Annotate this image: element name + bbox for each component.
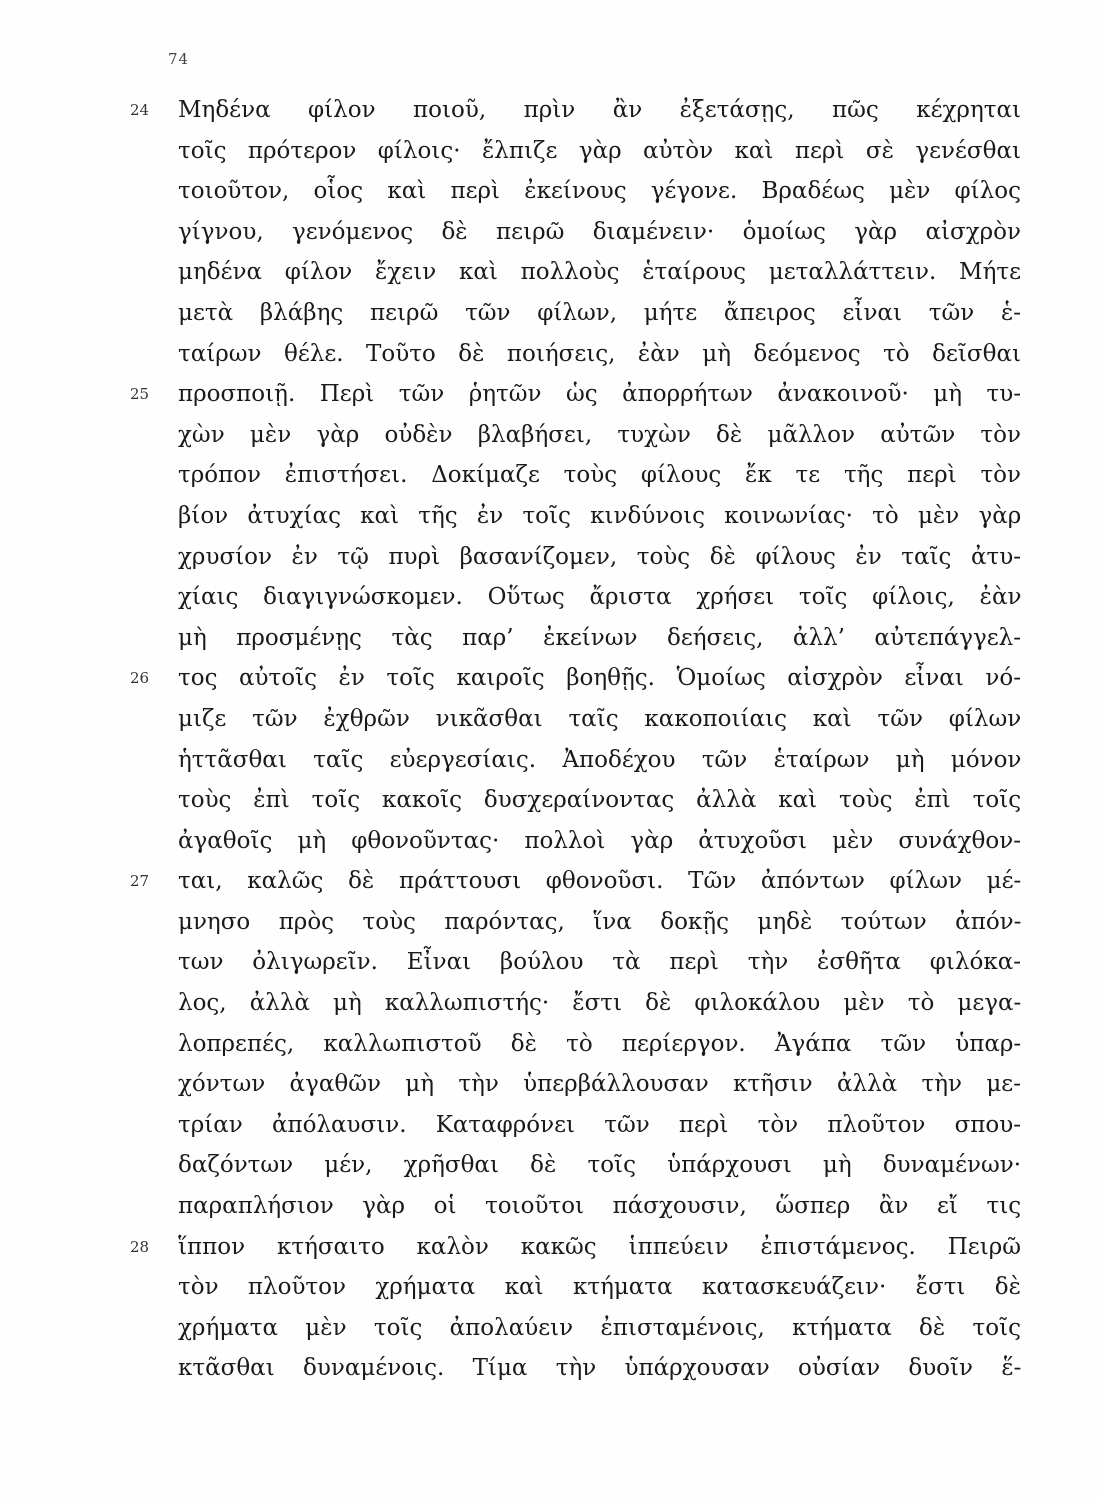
line-text: ἵππον κτήσαιτο καλὸν κακῶς ἱππεύειν ἐπιστάμενος. Πειρῶ xyxy=(178,1233,1021,1260)
line-text: παραπλήσιον γὰρ οἱ τοιοῦτοι πάσχουσιν, ὥσπερ ἂν εἴ τις xyxy=(178,1193,1021,1220)
line-text: χρήματα μὲν τοῖς ἀπολαύειν ἐπισταμένοις, κτήματα δὲ τοῖς xyxy=(178,1314,1021,1341)
line-text: λοπρεπές, καλλωπιστοῦ δὲ τὸ περίεργον. Ἀγάπα τῶν ὑπαρ- xyxy=(178,1030,1021,1057)
section-number: 27 xyxy=(130,872,150,891)
text-line xyxy=(0,902,1099,943)
text-line xyxy=(0,618,1099,659)
line-text: τοὺς ἐπὶ τοῖς κακοῖς δυσχεραίνοντας ἀλλὰ καὶ τοὺς ἐπὶ τοῖς xyxy=(178,787,1021,814)
text-line xyxy=(0,699,1099,740)
line-text: κτᾶσθαι δυναμένοις. Τίμα τὴν ὑπάρχουσαν οὐσίαν δυοῖν ἕ- xyxy=(178,1355,1021,1382)
text-line xyxy=(0,1024,1099,1065)
text-line xyxy=(0,1308,1099,1349)
section-number: 28 xyxy=(130,1237,150,1256)
line-text: Μηδένα φίλον ποιοῦ, πρὶν ἂν ἐξετάσῃς, πῶς κέχρηται xyxy=(178,97,1021,123)
page-number: 74 xyxy=(168,50,190,68)
line-text: ται, καλῶς δὲ πράττουσι φθονοῦσι. Τῶν ἀπόντων φίλων μέ- xyxy=(178,868,1021,895)
text-line xyxy=(0,374,1099,415)
text-line xyxy=(0,537,1099,578)
line-text: δαζόντων μέν, χρῆσθαι δὲ τοῖς ὑπάρχουσι μὴ δυναμένων· xyxy=(178,1152,1021,1179)
section-number: 24 xyxy=(130,101,150,119)
line-text: χὼν μὲν γὰρ οὐδὲν βλαβήσει, τυχὼν δὲ μᾶλλον αὐτῶν τὸν xyxy=(178,421,1021,448)
text-line xyxy=(0,821,1099,862)
text-line xyxy=(0,131,1099,172)
line-text: χόντων ἀγαθῶν μὴ τὴν ὑπερβάλλουσαν κτῆσιν ἀλλὰ τὴν με- xyxy=(178,1071,1021,1098)
text-line xyxy=(0,1105,1099,1146)
line-text: μὴ προσμένῃς τὰς παρ’ ἐκείνων δεήσεις, ἀλλ’ αὐτεπάγγελ- xyxy=(178,624,1021,651)
line-text: τρόπον ἐπιστήσει. Δοκίμαζε τοὺς φίλους ἔκ τε τῆς περὶ τὸν xyxy=(178,462,1021,489)
line-text: ταίρων θέλε. Τοῦτο δὲ ποιήσεις, ἐὰν μὴ δεόμενος τὸ δεῖσθαι xyxy=(178,340,1021,367)
text-line xyxy=(0,740,1099,781)
line-text: τρίαν ἀπόλαυσιν. Καταφρόνει τῶν περὶ τὸν πλοῦτον σπου- xyxy=(178,1111,1021,1138)
text-line xyxy=(0,496,1099,537)
text-line xyxy=(0,983,1099,1024)
line-text: τος αὐτοῖς ἐν τοῖς καιροῖς βοηθῇς. Ὁμοίως αἰσχρὸν εἶναι νό- xyxy=(178,665,1021,692)
line-text: τοιοῦτον, οἷος καὶ περὶ ἐκείνους γέγονε. Βραδέως μὲν φίλος xyxy=(178,178,1021,205)
line-text: μιζε τῶν ἐχθρῶν νικᾶσθαι ταῖς κακοποιίαις καὶ τῶν φίλων xyxy=(178,705,1021,732)
line-text: τὸν πλοῦτον χρήματα καὶ κτήματα κατασκευάζειν· ἔστι δὲ xyxy=(178,1274,1021,1301)
line-text: ἡττᾶσθαι ταῖς εὐεργεσίαις. Ἀποδέχου τῶν ἑταίρων μὴ μόνον xyxy=(178,746,1021,773)
line-text: ἀγαθοῖς μὴ φθονοῦντας· πολλοὶ γὰρ ἀτυχοῦσι μὲν συνάχθον- xyxy=(178,827,1021,854)
section-number: 26 xyxy=(130,669,150,688)
text-line xyxy=(0,1145,1099,1186)
line-text: μετὰ βλάβης πειρῶ τῶν φίλων, μήτε ἄπειρος εἶναι τῶν ἑ- xyxy=(178,299,1021,326)
line-text: τοῖς πρότερον φίλοις· ἔλπιζε γὰρ αὐτὸν καὶ περὶ σὲ γενέσθαι xyxy=(178,137,1021,164)
text-line xyxy=(0,577,1099,618)
line-text: λος, ἀλλὰ μὴ καλλωπιστής· ἔστι δὲ φιλοκάλου μὲν τὸ μεγα- xyxy=(178,990,1021,1017)
text-block xyxy=(0,90,1099,1389)
text-line xyxy=(0,293,1099,334)
text-line xyxy=(0,1348,1099,1389)
text-line xyxy=(0,455,1099,496)
text-line xyxy=(0,171,1099,212)
line-text: χρυσίον ἐν τῷ πυρὶ βασανίζομεν, τοὺς δὲ φίλους ἐν ταῖς ἀτυ- xyxy=(178,543,1021,570)
line-text: χίαις διαγιγνώσκομεν. Οὕτως ἄριστα χρήσει τοῖς φίλοις, ἐὰν xyxy=(178,584,1021,611)
text-line xyxy=(0,1227,1099,1268)
text-line xyxy=(0,861,1099,902)
text-line xyxy=(0,658,1099,699)
text-line xyxy=(0,415,1099,456)
line-text: των ὀλιγωρεῖν. Εἶναι βούλου τὰ περὶ τὴν ἐσθῆτα φιλόκα- xyxy=(178,949,1021,976)
text-line xyxy=(0,1186,1099,1227)
text-line xyxy=(0,780,1099,821)
text-line xyxy=(0,334,1099,375)
line-text: προσποιῇ. Περὶ τῶν ῥητῶν ὡς ἀπορρήτων ἀνακοινοῦ· μὴ τυ- xyxy=(178,381,1021,408)
text-line xyxy=(0,90,1099,131)
line-text: μνησο πρὸς τοὺς παρόντας, ἵνα δοκῇς μηδὲ τούτων ἀπόν- xyxy=(178,908,1021,935)
text-line xyxy=(0,942,1099,983)
section-number: 25 xyxy=(130,385,150,404)
text-line xyxy=(0,1267,1099,1308)
line-text: βίον ἀτυχίας καὶ τῆς ἐν τοῖς κινδύνοις κοινωνίας· τὸ μὲν γὰρ xyxy=(178,502,1021,529)
text-line xyxy=(0,252,1099,293)
text-line xyxy=(0,212,1099,253)
line-text: γίγνου, γενόμενος δὲ πειρῶ διαμένειν· ὁμοίως γὰρ αἰσχρὸν xyxy=(178,218,1021,245)
text-line xyxy=(0,1064,1099,1105)
line-text: μηδένα φίλον ἔχειν καὶ πολλοὺς ἑταίρους μεταλλάττειν. Μήτε xyxy=(178,259,1021,286)
